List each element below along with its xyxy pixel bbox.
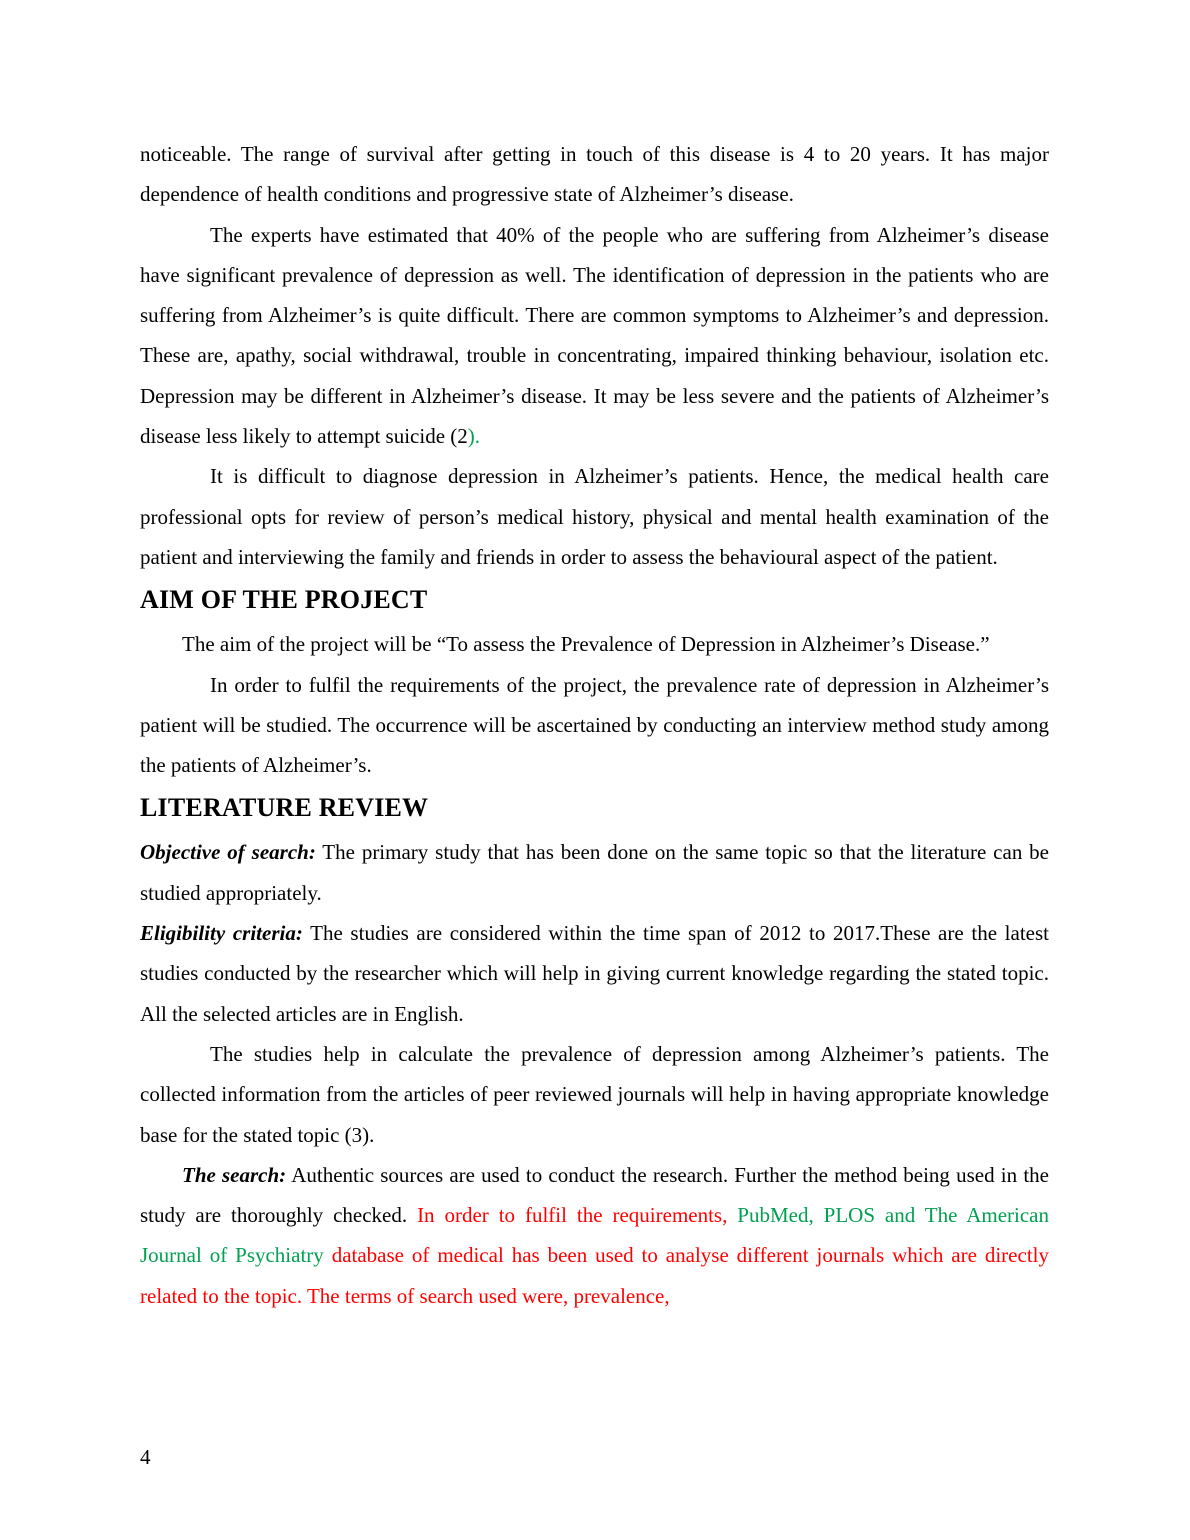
search-red-text-2: database of medical has been used to analyse different journals which are directly related to the topic. The terms of search used were, prevalence, (140, 1243, 1049, 1308)
objective-text: The primary study that has been done on the same topic so that the literature can be studied appropriately. (140, 840, 1049, 905)
paragraph-aim: The aim of the project will be “To assess the Prevalence of Depression in Alzheimer’s Disease.” (182, 632, 990, 657)
citation-close: ). (467, 424, 481, 449)
search-label: The search: (182, 1162, 287, 1187)
objective-label: Objective of search: (140, 840, 316, 865)
paragraph-studies: The studies help in calculate the prevalence of depression among Alzheimer’s patients. The collected information from the articles of peer reviewed journals will help in having appropriate knowledge base for the stated topic (3). (140, 1041, 1049, 1147)
paragraph-diagnosis: It is difficult to diagnose depression in Alzheimer’s patients. Hence, the medical health care professional opts for review of person’s medical history, physical and mental health examination of the patient and interviewing the family and friends in order to assess the behavioural aspect of the patient. (140, 464, 1049, 569)
paragraph-aim-requirements: In order to fulfil the requirements of the project, the prevalence rate of depression in Alzheimer’s patient will be studied. The occurrence will be ascertained by conducting an interview method study among the patients of Alzheimer’s. (140, 672, 1049, 778)
document-page (140, 134, 1049, 1316)
eligibility-text: The studies are considered within the time span of 2012 to 2017.These are the latest studies conducted by the researcher which will help in giving current knowledge regarding the stated topic. All the selected articles are in English. (140, 921, 1050, 1026)
paragraph-survival: noticeable. The range of survival after getting in touch of this disease is 4 to 20 years. It has major dependence of health conditions and progressive state of Alzheimer’s disease. (140, 142, 1049, 207)
paragraph-eligibility (140, 913, 1049, 1034)
heading-literature-review: LITERATURE REVIEW (140, 793, 429, 823)
paragraph-objective (140, 832, 1049, 913)
paragraph-search (140, 1155, 1049, 1316)
eligibility-label: Eligibility criteria: (140, 921, 303, 946)
search-red-text-1: In order to fulfil the requirements, (417, 1203, 738, 1228)
paragraph-prevalence (140, 215, 1049, 457)
page-number: 4 (140, 1445, 151, 1469)
heading-aim: AIM OF THE PROJECT (140, 585, 428, 615)
search-databases: PubMed, PLOS and The American Journal of Psychiatry (140, 1203, 1050, 1268)
search-text: Authentic sources are used to conduct the research. Further the method being used in the study are thoroughly checked. (140, 1162, 1049, 1228)
paragraph-prevalence-text: The experts have estimated that 40% of the people who are suffering from Alzheimer’s disease have significant prevalence of depression as well. The identification of depression in the patients who are suffering from Alzheimer’s is quite difficult. There are common symptoms to Alzheimer’s and depression. These are, apathy, social withdrawal, trouble in concentrating, impaired thinking behaviour, isolation etc. Depression may be different in Alzheimer’s disease. It may be less severe and the patients of Alzheimer’s disease less likely to attempt suicide (2 (140, 222, 1049, 449)
